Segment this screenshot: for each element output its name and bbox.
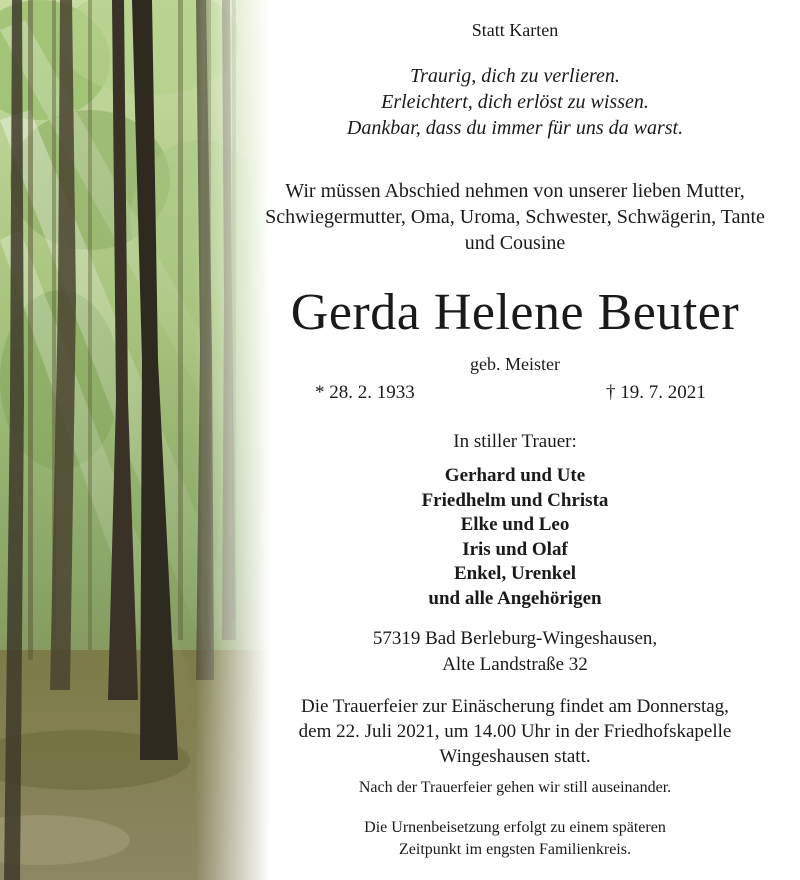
family-member: und alle Angehörigen <box>428 587 602 609</box>
ceremony-line: Die Trauerfeier zur Einäscherung findet am Donnerstag, <box>301 696 729 717</box>
header-note: Statt Karten <box>471 20 559 40</box>
forest-photo <box>0 0 270 880</box>
family-member: Iris und Olaf <box>462 538 568 560</box>
poem-line: Erleichtert, dich erlöst zu wissen. <box>381 91 649 113</box>
ceremony-line: Wingeshausen statt. <box>439 746 591 767</box>
birth-date: * 28. 2. 1933 <box>315 382 415 403</box>
family-member: Gerhard und Ute <box>444 465 586 486</box>
poem-line: Dankbar, dass du immer für uns da warst. <box>346 117 684 139</box>
burial-line: Zeitpunkt im engsten Familienkreis. <box>399 841 631 858</box>
address <box>250 626 780 678</box>
burial-info <box>250 817 780 861</box>
birth-name: geb. Meister <box>470 354 560 374</box>
poem <box>250 63 780 141</box>
family-list <box>250 464 780 611</box>
address-line: 57319 Bad Berleburg-Wingeshausen, <box>372 628 658 649</box>
deceased-name: Gerda Helene Beuter <box>290 284 740 341</box>
poem-line: Traurig, dich zu verlieren. <box>410 65 620 87</box>
ceremony-info <box>250 694 780 769</box>
family-member: Friedhelm und Christa <box>421 489 609 511</box>
intro-text <box>250 178 780 256</box>
intro-line: und Cousine <box>464 232 566 254</box>
intro-line: Schwiegermutter, Oma, Uroma, Schwester, Schwägerin, Tante <box>265 206 765 228</box>
death-date: † 19. 7. 2021 <box>606 382 706 403</box>
address-line: Alte Landstraße 32 <box>442 654 588 675</box>
intro-line: Wir müssen Abschied nehmen von unserer lieben Mutter, <box>285 180 745 202</box>
family-member: Enkel, Urenkel <box>453 563 577 584</box>
ceremony-line: dem 22. Juli 2021, um 14.00 Uhr in der Friedhofskapelle <box>298 721 732 742</box>
burial-line: Die Urnenbeisetzung erfolgt zu einem späteren <box>364 819 666 836</box>
farewell-note: Nach der Trauerfeier gehen wir still auseinander. <box>358 779 672 796</box>
mourning-label: In stiller Trauer: <box>453 431 577 452</box>
family-member: Elke und Leo <box>460 514 570 535</box>
